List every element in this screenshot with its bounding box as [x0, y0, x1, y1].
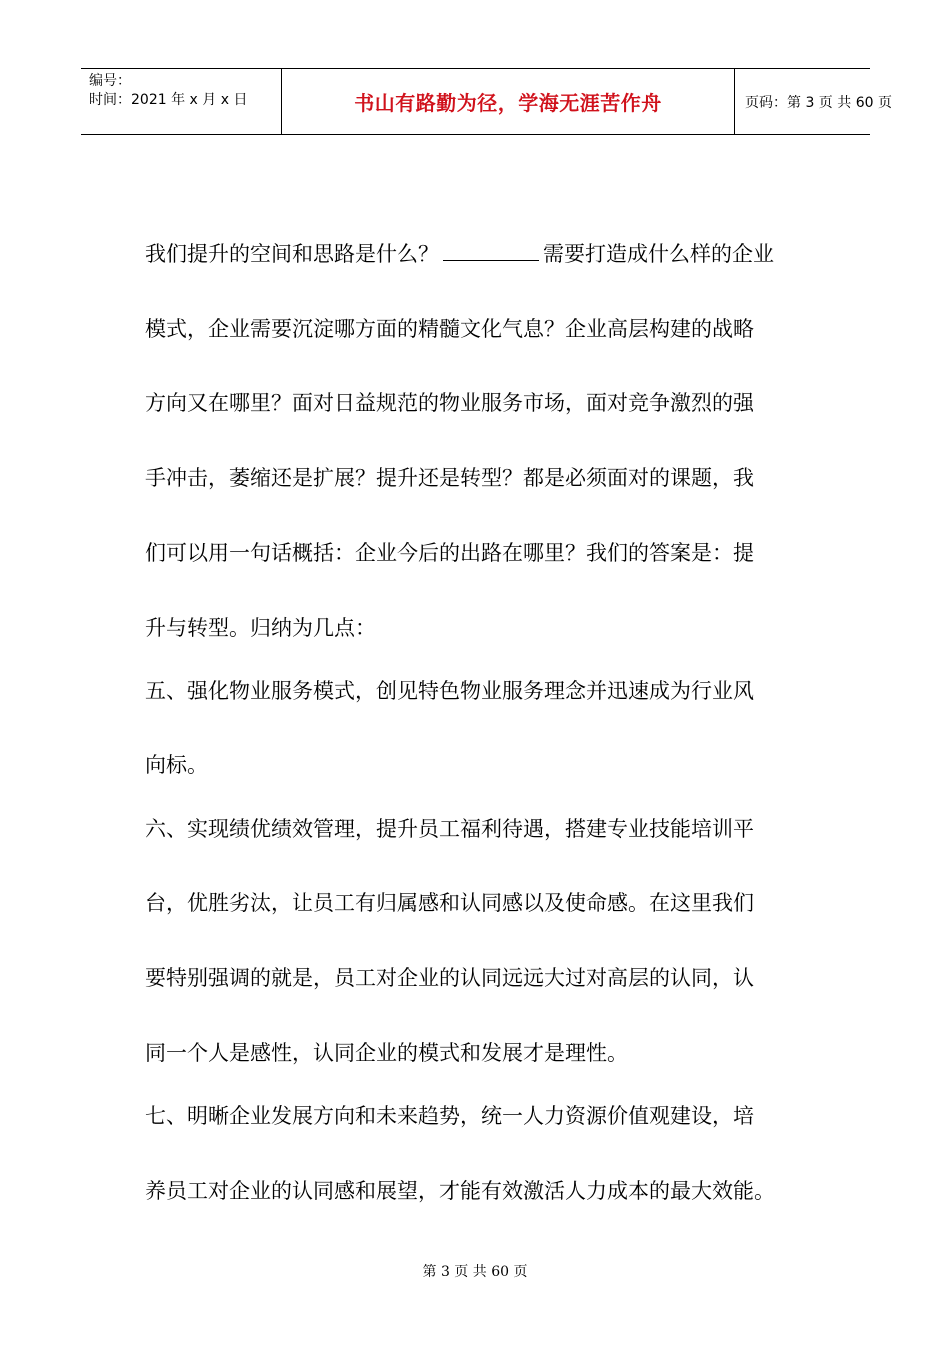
body-line-4: 手冲击，萎缩还是扩展？提升还是转型？都是必须面对的课题，我: [145, 466, 754, 490]
body-line-13: 七、明晰企业发展方向和未来趋势，统一人力资源价值观建设，培: [145, 1104, 754, 1128]
page-footer: 第 3 页 共 60 页: [422, 1264, 528, 1280]
document-date: 时间：2021 年 x 月 x 日: [89, 92, 248, 108]
body-line-14: 养员工对企业的认同感和展望，才能有效激活人力成本的最大效能。: [145, 1179, 775, 1203]
header-page-cell: [735, 69, 892, 134]
body-line-3: 方向又在哪里？面对日益规范的物业服务市场，面对竞争激烈的强: [145, 391, 754, 415]
body-line-1-start: 我们提升的空间和思路是什么？: [145, 242, 439, 266]
body-line-9: 六、实现绩优绩效管理，提升员工福利待遇，搭建专业技能培训平: [145, 817, 754, 841]
body-line-2: 模式，企业需要沉淀哪方面的精髓文化气息？企业高层构建的战略: [145, 317, 754, 341]
body-line-5: 们可以用一句话概括：企业今后的出路在哪里？我们的答案是：提: [145, 541, 754, 565]
document-header: [81, 68, 892, 135]
body-line-8: 向标。: [145, 753, 208, 777]
document-number-label: 编号：: [89, 73, 131, 89]
body-line-7: 五、强化物业服务模式，创见特色物业服务理念并迅速成为行业风: [145, 679, 754, 703]
body-line-1: [145, 242, 805, 266]
body-line-1-end: 需要打造成什么样的企业: [543, 242, 774, 266]
body-line-6: 升与转型。归纳为几点：: [145, 616, 376, 640]
fill-in-blank: [443, 242, 539, 261]
header-page-info: 页码：第 3 页 共 60 页: [745, 94, 892, 111]
header-motto: 书山有路勤为径，学海无涯苦作舟: [354, 91, 662, 115]
body-line-10: 台，优胜劣汰，让员工有归属感和认同感以及使命感。在这里我们: [145, 891, 754, 915]
header-motto-cell: [281, 69, 735, 134]
body-line-12: 同一个人是感性，认同企业的模式和发展才是理性。: [145, 1041, 628, 1065]
body-line-11: 要特别强调的就是，员工对企业的认同远远大过对高层的认同，认: [145, 966, 754, 990]
header-meta: [81, 69, 281, 134]
